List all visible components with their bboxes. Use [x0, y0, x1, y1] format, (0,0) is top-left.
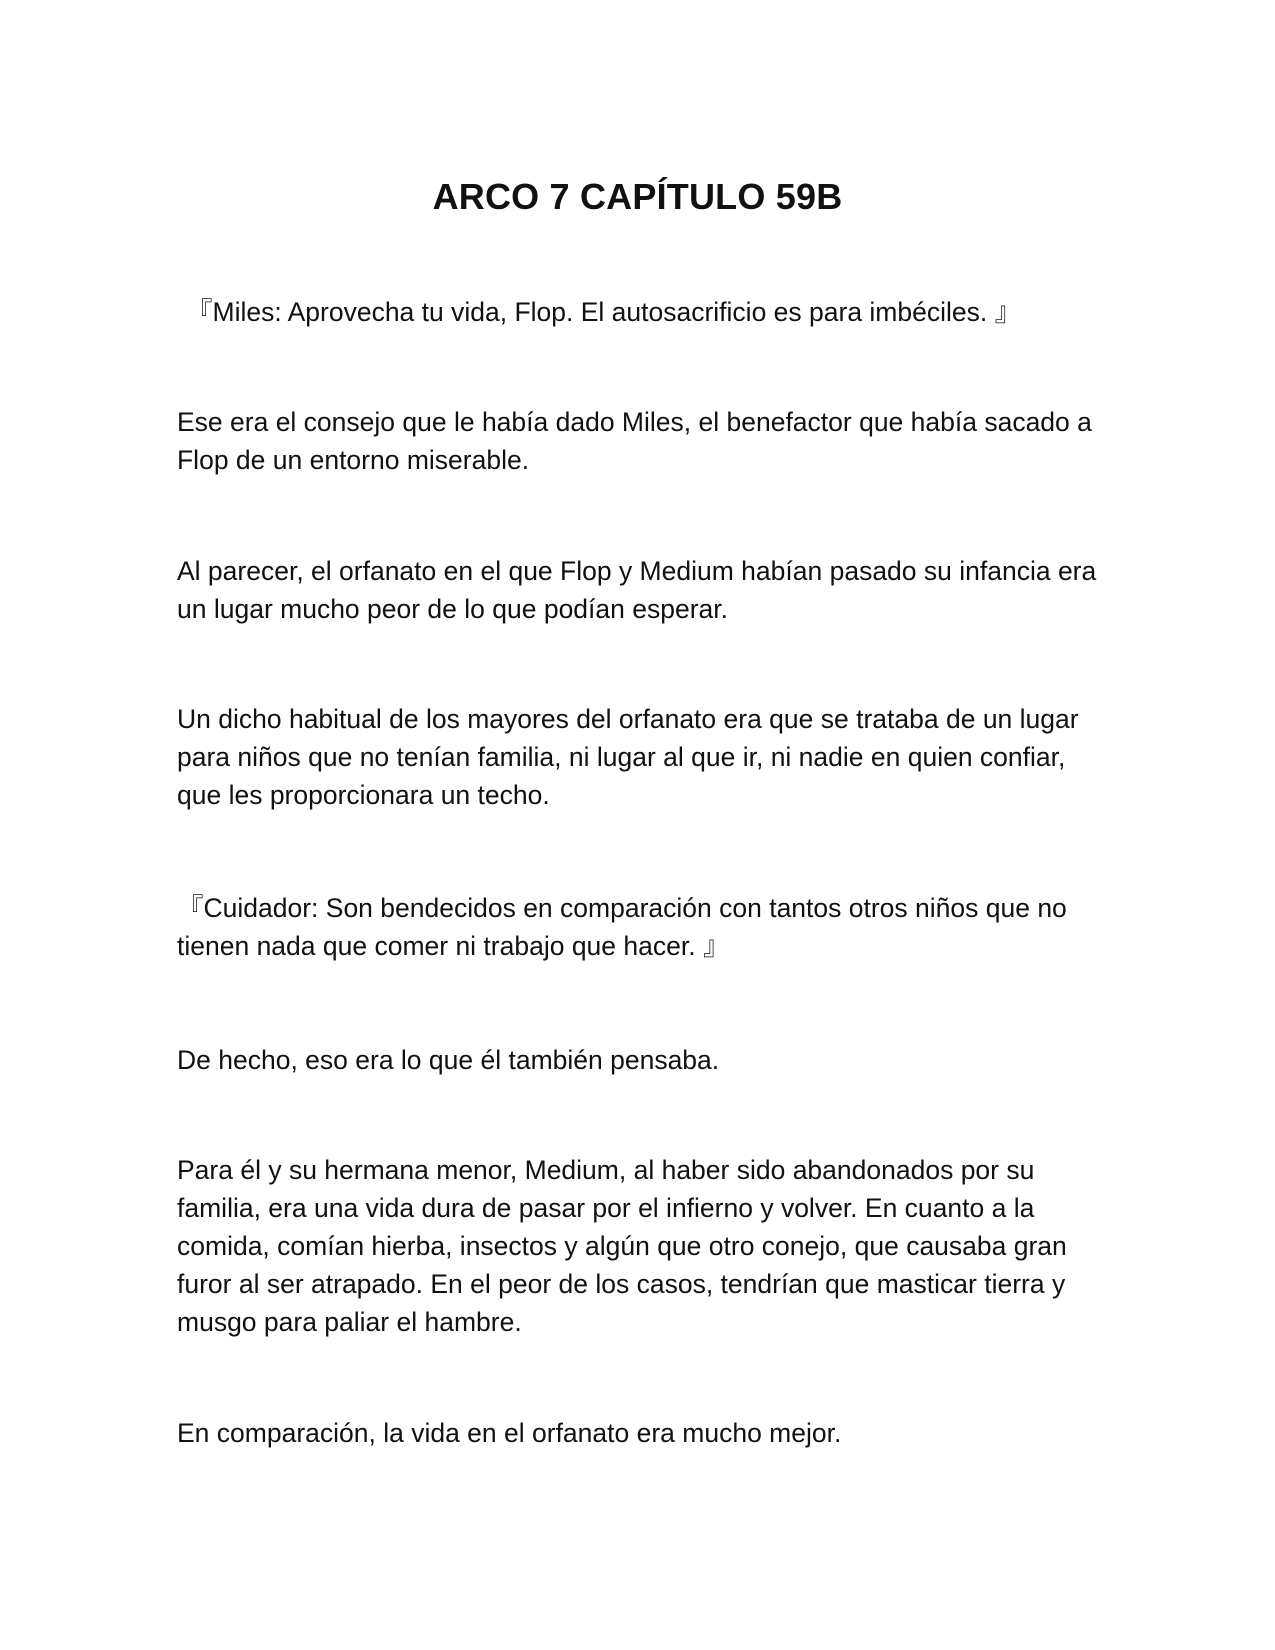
- body-paragraph: Al parecer, el orfanato en el que Flop y Medium habían pasado su infancia era un lugar mucho peor de lo que podían esperar.: [177, 556, 1097, 624]
- dialogue-paragraph-miles: 『Miles: Aprovecha tu vida, Flop. El autosacrificio es para imbéciles. 』: [186, 297, 1022, 327]
- body-paragraph: Ese era el consejo que le había dado Miles, el benefactor que había sacado a Flop de un entorno miserable.: [177, 407, 1092, 475]
- chapter-title: ARCO 7 CAPÍTULO 59B: [432, 176, 843, 218]
- body-paragraph: En comparación, la vida en el orfanato era mucho mejor.: [177, 1418, 842, 1448]
- body-paragraph: Un dicho habitual de los mayores del orfanato era que se trataba de un lugar para niños que no tenían familia, ni lugar al que ir, ni nadie en quien confiar, que les proporcionara un techo.: [177, 704, 1079, 810]
- dialogue-paragraph-cuidador: 『Cuidador: Son bendecidos en comparación con tantos otros niños que no tienen nada que comer ni trabajo que hacer. 』: [177, 893, 1067, 961]
- body-paragraph: De hecho, eso era lo que él también pensaba.: [177, 1045, 720, 1075]
- body-paragraph: Para él y su hermana menor, Medium, al haber sido abandonados por su familia, era una vida dura de pasar por el infierno y volver. En cuanto a la comida, comían hierba, insectos y algún que otro conejo, que causaba gran furor al ser atrapado. En el peor de los casos, tendrían que masticar tierra y musgo para paliar el hambre.: [177, 1155, 1067, 1337]
